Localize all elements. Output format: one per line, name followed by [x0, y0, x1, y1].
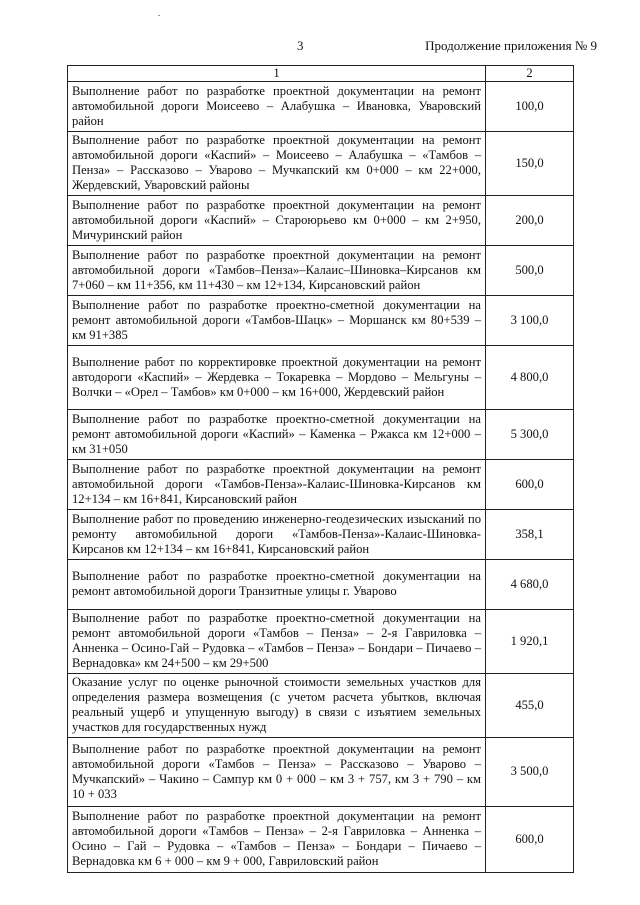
- amount-value: 5 300,0: [486, 410, 574, 460]
- table-row: [68, 510, 574, 560]
- amount-value: 3 500,0: [486, 738, 574, 807]
- table-row: [68, 346, 574, 410]
- table-row: [68, 674, 574, 738]
- amount-value: 600,0: [486, 807, 574, 873]
- work-description: Выполнение работ по разработке проектной документации на ремонт автомобильной дороги «Каспий» – Моисеево – Алабушка – «Тамбов – Пенза» – Рассказово – Уварово – Мучкапский км 0+000 – км 22+000, Жердевский, Уваровский районы: [68, 132, 486, 196]
- table-row: [68, 132, 574, 196]
- table-row: [68, 807, 574, 873]
- page-number: 3: [297, 38, 304, 53]
- work-description: Выполнение работ по разработке проектной документации на ремонт автомобильной дороги «Тамбов-Пенза»-Калаис-Шиновка-Кирсанов км 12+134 – км 16+841, Кирсановский район: [68, 460, 486, 510]
- table-row: [68, 460, 574, 510]
- work-description: Оказание услуг по оценке рыночной стоимости земельных участков для определения размера возмещения (с учетом расчета убытков, включая реальный ущерб и упущенную выгоду) в связи с изъятием земельных участков для государственных нужд: [68, 674, 486, 738]
- continuation-header: Продолжение приложения № 9: [425, 38, 597, 53]
- column-header-2: 2: [486, 66, 574, 82]
- work-description: Выполнение работ по разработке проектно-сметной документации на ремонт автомобильной дороги Транзитные улицы г. Уварово: [68, 560, 486, 610]
- table-row: [68, 296, 574, 346]
- table-header-row: [68, 66, 574, 82]
- table-row: [68, 560, 574, 610]
- works-table: [67, 65, 574, 873]
- amount-value: 358,1: [486, 510, 574, 560]
- table-row: [68, 410, 574, 460]
- work-description: Выполнение работ по разработке проектно-сметной документации на ремонт автомобильной дороги «Каспий» – Каменка – Ржакса км 12+000 – км 31+050: [68, 410, 486, 460]
- work-description: Выполнение работ по разработке проектной документации на ремонт автомобильной дороги «Каспий» – Староюрьево км 0+000 – км 2+950, Мичуринский район: [68, 196, 486, 246]
- amount-value: 200,0: [486, 196, 574, 246]
- work-description: Выполнение работ по разработке проектно-сметной документации на ремонт автомобильной дороги «Тамбов-Шацк» – Моршанск км 80+539 – км 91+385: [68, 296, 486, 346]
- work-description: Выполнение работ по разработке проектной документации на ремонт автомобильной дороги «Тамбов–Пенза»–Калаис–Шиновка–Кирсанов км 7+060 – км 11+356, км 11+430 – км 12+134, Кирсановский район: [68, 246, 486, 296]
- table-row: [68, 196, 574, 246]
- amount-value: 500,0: [486, 246, 574, 296]
- work-description: Выполнение работ по корректировке проектной документации на ремонт автодороги «Каспий» – Жердевка – Токаревка – Мордово – Мельгуны – Волчки – «Орел – Тамбов» км 0+000 – км 16+000, Жердевский район: [68, 346, 486, 410]
- work-description: Выполнение работ по разработке проектной документации на ремонт автомобильной дороги «Тамбов – Пенза» – Рассказово – Уварово – Мучкапский» – Чакино – Сампур км 0 + 000 – км 3 + 757, км 3 + 790 – км 10 + 033: [68, 738, 486, 807]
- amount-value: 600,0: [486, 460, 574, 510]
- amount-value: 3 100,0: [486, 296, 574, 346]
- work-description: Выполнение работ по проведению инженерно-геодезических изысканий по ремонту автомобильной дороги «Тамбов-Пенза»-Калаис-Шиновка-Кирсанов км 12+134 – км 16+841, Кирсановский район: [68, 510, 486, 560]
- column-header-1: 1: [68, 66, 486, 82]
- work-description: Выполнение работ по разработке проектно-сметной документации на ремонт автомобильной дороги «Тамбов – Пенза» – 2-я Гавриловка – Анненка – Осино-Гай – Рудовка – «Тамбов – Пенза» – Бондари – Пичаево – Вернадовка» км 24+500 – км 29+500: [68, 610, 486, 674]
- amount-value: 150,0: [486, 132, 574, 196]
- table-row: [68, 738, 574, 807]
- amount-value: 1 920,1: [486, 610, 574, 674]
- amount-value: 4 800,0: [486, 346, 574, 410]
- table-row: [68, 246, 574, 296]
- amount-value: 455,0: [486, 674, 574, 738]
- work-description: Выполнение работ по разработке проектной документации на ремонт автомобильной дороги «Тамбов – Пенза» – 2-я Гавриловка – Анненка – Осино – Гай – Рудовка – «Тамбов – Пенза» – Бондари – Пичаево – Вернадовка км 6 + 000 – км 9 + 000, Гавриловский район: [68, 807, 486, 873]
- amount-value: 100,0: [486, 82, 574, 132]
- table-row: [68, 82, 574, 132]
- work-description: Выполнение работ по разработке проектной документации на ремонт автомобильной дороги Моисеево – Алабушка – Ивановка, Уваровский район: [68, 82, 486, 132]
- table-row: [68, 610, 574, 674]
- scan-speck: [158, 15, 160, 16]
- amount-value: 4 680,0: [486, 560, 574, 610]
